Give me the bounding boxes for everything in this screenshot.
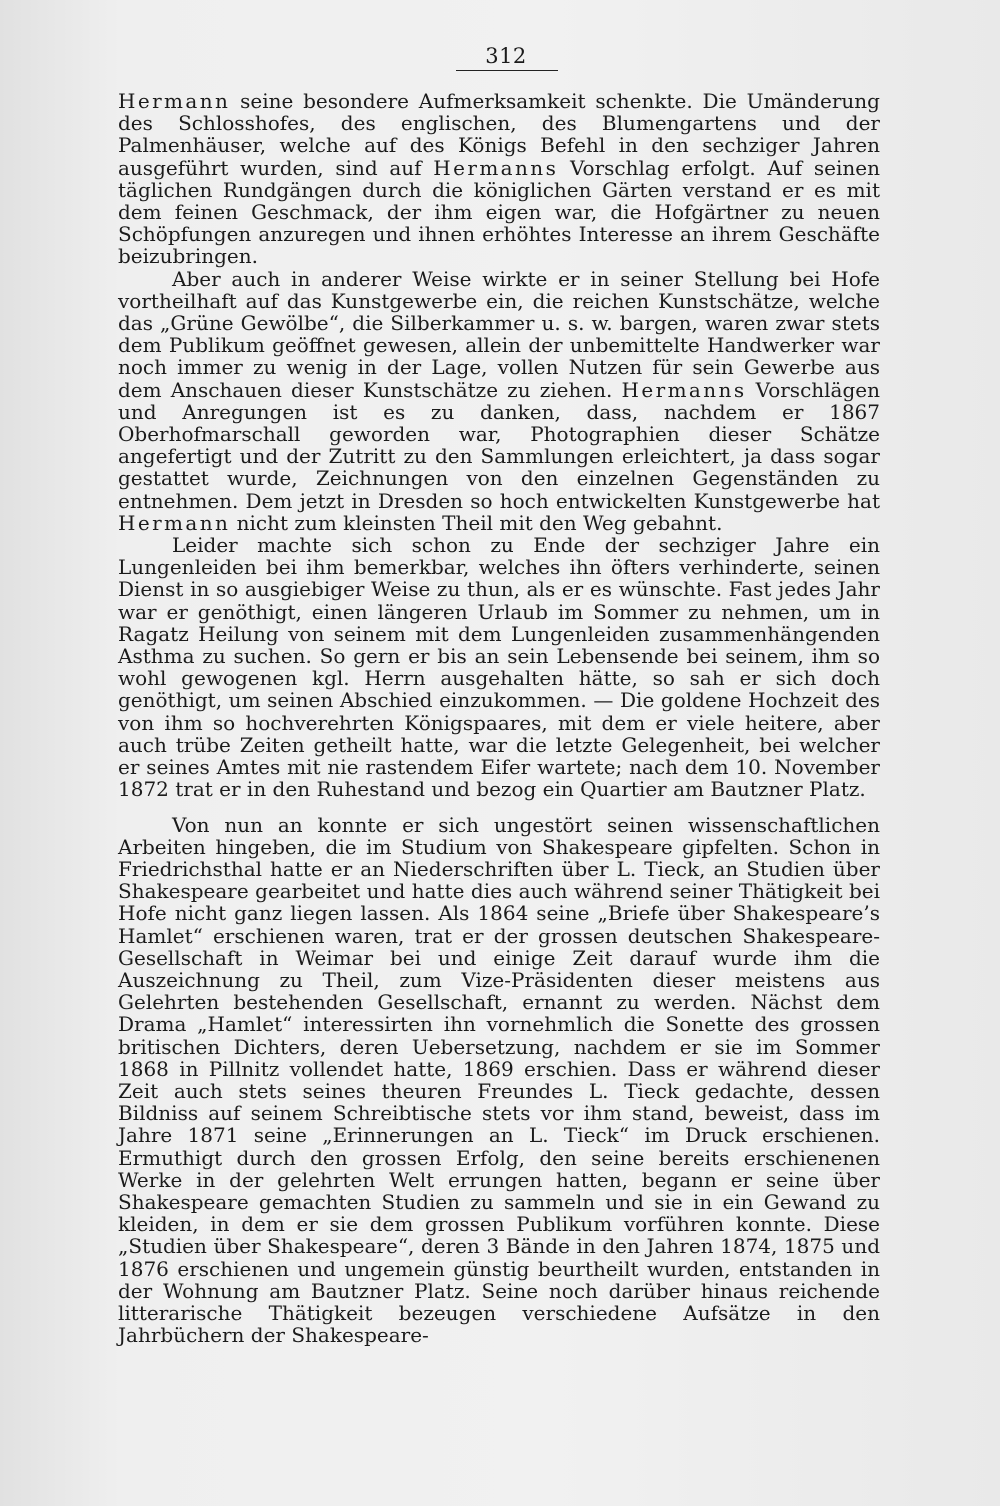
paragraph <box>118 268 880 534</box>
paragraph <box>118 534 880 800</box>
header-rule <box>456 70 558 71</box>
text-segment: seine besondere Aufmerksamkeit schenkte. Die Umänderung des Schlosshofes, des englischen, des Blumengartens und der Palmenhäuser, welche auf des Königs Befehl in den sechziger Jahren ausgeführt wurden, sind auf <box>118 89 880 180</box>
paragraph <box>118 90 880 268</box>
paragraph <box>118 814 880 1347</box>
spaced-name: Hermanns <box>621 377 747 402</box>
text-segment: Aber auch in anderer Weise wirkte er in seiner Stellung bei Hofe vortheilhaft auf das Kunstgewerbe ein, die reichen Kunstschätze, welche das „Grüne Gewölbe“, die Silberkammer u. s. w. bargen, waren zwar stets dem Publikum geöffnet gewesen, allein der unbemittelte Handwerker war noch immer zu wenig in der Lage, vollen Nutzen für sein Gewerbe aus dem Anschauen dieser Kunstschätze zu ziehen. <box>118 266 880 402</box>
spaced-name: Hermanns <box>433 155 559 180</box>
text-segment: Vorschlägen und Anregungen ist es zu danken, dass, nachdem er 1867 Oberhofmarschall geworden war, Photographien dieser Schätze angefertigt und der Zutritt zu den Sammlungen erleichtert, ja dass sogar gestattet wurde, Zeichnungen von den einzelnen Gegenständen zu entnehmen. Dem jetzt in Dresden so hoch entwickelten Kunstgewerbe hat <box>118 377 880 513</box>
spaced-name: Hermann <box>118 89 231 113</box>
text-segment: Leider machte sich schon zu Ende der sechziger Jahre ein Lungenleiden bei ihm bemerkbar, welches ihn öfters verhinderte, seinen Dienst in so ausgiebiger Weise zu thun, als er es wünschte. Fast jedes Jahr war er genöthigt, einen längeren Urlaub im Sommer zu nehmen, um in Ragatz Heilung von seinem mit dem Lungenleiden zusammenhängenden Asthma zu suchen. So gern er bis an sein Lebensende bei seinem, ihm so wohl gewogenen kgl. Herrn ausgehalten hätte, so sah er sich doch genöthigt, um seinen Abschied einzukommen. — Die goldene Hochzeit des von ihm so hochverehrten Königspaares, mit dem er viele heitere, aber auch trübe Zeiten getheilt hatte, war die letzte Gelegenheit, bei welcher er seines Amtes mit nie rastendem Eifer wartete; nach dem 10. November 1872 trat er in den Ruhestand und bezog ein Quartier am Bautzner Platz. <box>118 533 880 802</box>
text-segment: Von nun an konnte er sich ungestört seinen wissenschaftlichen Arbeiten hingeben, die im Studium von Shakespeare gipfelten. Schon in Friedrichsthal hatte er an Niederschriften über L. Tieck, an Studien über Shakespeare gearbeitet und hatte dies auch während seiner Thätigkeit bei Hofe nicht ganz liegen lassen. Als 1864 seine „Briefe über Shakespeare’s Hamlet“ erschienen waren, trat er der grossen deutschen Shakespeare-Gesellschaft in Weimar bei und einige Zeit darauf wurde ihm die Auszeichnung zu Theil, zum Vize-Präsidenten dieser meistens aus Gelehrten bestehenden Gesellschaft, ernannt zu werden. Nächst dem Drama „Hamlet“ interessirten ihn vornehmlich die Sonette des grossen britischen Dichters, deren Uebersetzung, nachdem er sie im Sommer 1868 in Pillnitz vollendet hatte, 1869 erschien. Dass er während dieser Zeit auch stets seines theuren Freundes L. Tieck gedachte, dessen Bildniss auf seinem Schreibtische stets vor ihm stand, beweist, dass im Jahre 1871 seine „Erinnerungen an L. Tieck“ im Druck erschienen. Ermuthigt durch den grossen Erfolg, den seine bereits erschienenen Werke in der gelehrten Welt errungen hatten, begann er seine über Shakespeare gemachten Studien zu sammeln und sie in ein Gewand zu kleiden, in dem er sie dem grossen Publikum vorführen konnte. Diese „Studien über Shakespeare“, deren 3 Bände in den Jahren 1874, 1875 und 1876 erschienen und ungemein günstig beurtheilt wurden, entstanden in der Wohnung am Bautzner Platz. Seine noch darüber hinaus reichende litterarische Thätigkeit bezeugen verschiedene Aufsätze in den Jahrbüchern der Shakespeare- <box>118 812 880 1348</box>
page-number: 312 <box>485 44 527 68</box>
body-text <box>118 90 880 1346</box>
text-segment: nicht zum kleinsten Theil mit den Weg gebahnt. <box>230 510 723 535</box>
spaced-name: Hermann <box>118 510 231 535</box>
text-segment: Vorschlag erfolgt. Auf seinen täglichen Rundgängen durch die königlichen Gärten verstand er es mit dem feinen Geschmack, der ihm eigen war, die Hofgärtner zu neuen Schöpfungen anzuregen und ihnen erhöhtes Interesse an ihrem Geschäfte beizubringen. <box>118 155 880 269</box>
